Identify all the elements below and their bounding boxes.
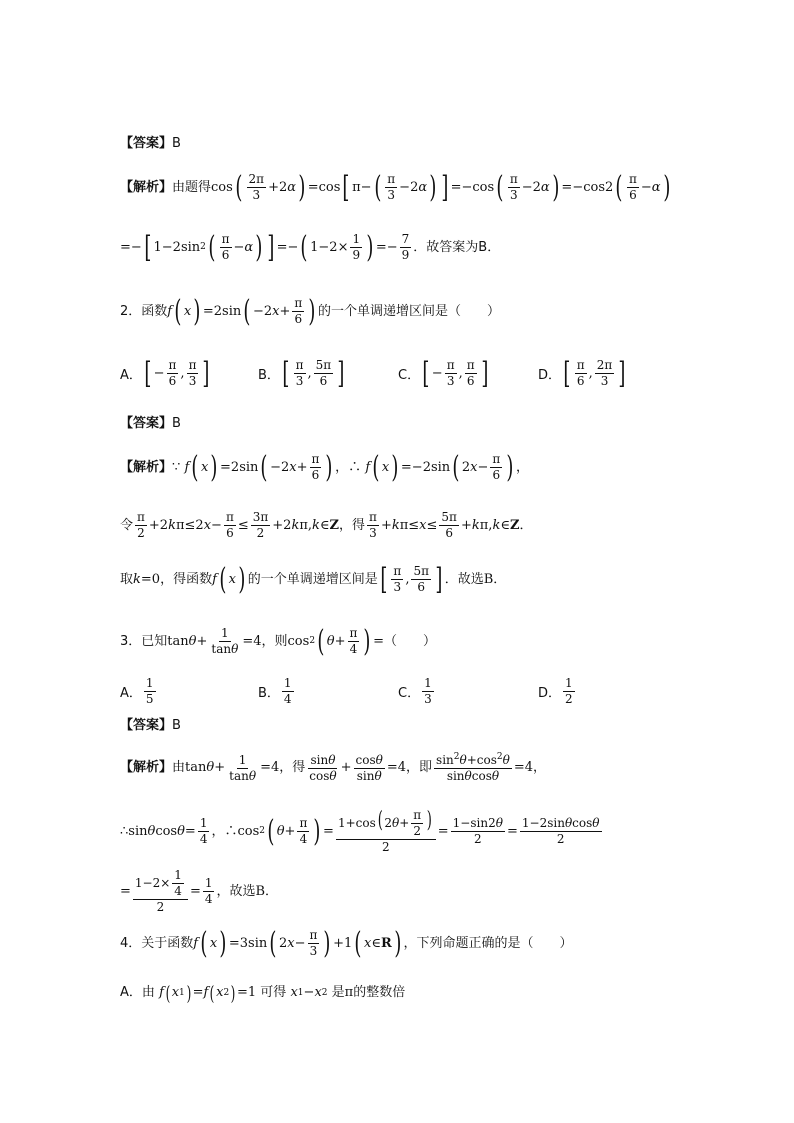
q3-option-c: C． $\frac{1}{3}$ <box>398 676 432 706</box>
analysis-label: 【解析】 <box>120 179 173 195</box>
q4-option-a-label: A． <box>120 985 142 1001</box>
q3-analysis-formula-2: $\frac{\sin\theta}{\cos\theta}$ + $\frac{\cos\theta}{\sin\theta}$ =4 <box>309 752 407 783</box>
q4-option-a-diff: x 1 − x 2 <box>290 985 328 1001</box>
q2-tail: 的一个单调递增区间是（ ） <box>318 303 501 319</box>
q2-analysis-formula-3: $\frac{\pi}{2}$ +2 k π≤2 x − $\frac{\pi}{6}$ ≤ $\frac{3\pi}{2}$ +2 k π, k ∈ Z <box>137 510 340 540</box>
q2-because: ∵ <box>172 459 181 475</box>
q2-ling: 令 <box>120 517 134 533</box>
q2-function-formula: f ( x ) =2sin ( −2 x + $\frac{\pi}{6}$ ) <box>167 294 316 329</box>
q2-option-b-label: B． <box>258 368 280 383</box>
q2-option-d <box>538 358 628 389</box>
q3-analysis-formula-3: $\frac{\sin^2\theta+\cos^2\theta}{\sin\theta\cos\theta}$ =4， <box>436 752 547 783</box>
q1-analysis-line-1 <box>120 172 672 203</box>
q3-stem <box>120 626 436 657</box>
q3-de: ，得 <box>279 760 306 776</box>
answer-label: 【答案】 <box>120 718 173 733</box>
q2-option-c-label: C． <box>398 368 421 383</box>
q3-lead: 已知 <box>141 633 168 649</box>
q1-analysis-line-2 <box>120 232 500 263</box>
q1-formula-2: =− [ 1−2sin 2 ( $\frac{\pi}{6}$ − α ) ] =− ( 1−2× $\frac{1}{9}$ ) =− $\frac{7}{9}$ <box>120 230 410 265</box>
q3-answer-value: B <box>172 718 181 733</box>
analysis-label: 【解析】 <box>120 760 173 776</box>
q3-option-d-label: D． <box>538 686 562 701</box>
q3-option-b-label: B． <box>258 686 280 701</box>
q2-de-func: ，得函数 <box>160 571 213 587</box>
q3-mid: ，则 <box>261 633 288 649</box>
q3-option-d: D． $\frac{1}{2}$ <box>538 676 573 706</box>
q1-formula-1: cos ( $\frac{2\pi}{3}$ +2 α ) =cos [ π− ( $\frac{\pi}{3}$ −2 α ) ] =−cos ( $\frac{\pi}{3}$ −2 α ) =−cos2 ( $\frac{\pi}{6}$ − α ) <box>211 170 670 205</box>
q2-option-b-interval: [ $\frac{\pi}{3}$ , $\frac{5\pi}{6}$ ] <box>282 356 345 391</box>
q3-number: 3． <box>120 633 142 649</box>
q2-analysis-fx: f ( x ) <box>212 562 246 597</box>
q3-option-c-label: C． <box>398 686 421 701</box>
q1-analysis-lead: 由题得 <box>172 179 212 195</box>
q2-analysis-formula-2: f ( x ) =−2sin ( 2 x − $\frac{\pi}{6}$ ) ， <box>365 450 530 485</box>
q2-option-b <box>258 358 347 389</box>
q2-answer-line <box>120 416 181 432</box>
q2-text-tail: 的一个单调递增区间是 <box>247 571 378 587</box>
q2-analysis-formula-1: f ( x ) =2sin ( −2 x + $\frac{\pi}{6}$ ) <box>184 450 333 485</box>
q3-ji: ，即 <box>406 760 433 776</box>
q2-option-d-label: D． <box>538 368 562 383</box>
q4-option-a-tail: 是π的整数倍 <box>331 985 406 1001</box>
q3-select: ，故选B． <box>216 883 279 899</box>
q3-analysis-formula-4: ∴sin θ cos θ = $\frac{1}{4}$ ，∴cos 2 ( θ + $\frac{\pi}{4}$ ) = 1+cos( 2θ+ $\frac{\pi}{2}$ ) 2 = $\frac{1-\sin 2\theta}{2}$ = $\frac{1-2\sin\theta\cos\theta}{2}$ <box>120 808 600 854</box>
q1-analysis-end-letter: B． <box>478 239 501 255</box>
q3-you: 由 <box>172 760 186 776</box>
q2-option-a <box>120 358 212 389</box>
q2-stem <box>120 296 500 327</box>
q3-option-a-label: A． <box>120 686 142 701</box>
q1-analysis-end: ．故答案为 <box>413 239 479 255</box>
q2-number: 2． <box>120 303 142 319</box>
q2-analysis-line-2 <box>120 510 532 541</box>
q3-analysis-line-1 <box>120 752 546 784</box>
q2-therefore: ，∴ <box>335 459 362 475</box>
q4-function-formula: f ( x ) =3sin ( 2 x − $\frac{\pi}{3}$ ) +1 ( x ∈ R ) <box>193 926 402 961</box>
q2-select: ．故选B． <box>444 571 507 587</box>
q1-answer-value: B <box>172 136 181 151</box>
q3-condition-formula: tan θ + $\frac{1}{\tan\theta}$ =4 <box>167 626 262 656</box>
q4-option-a-mid: 可得 <box>260 985 287 1001</box>
answer-label: 【答案】 <box>120 416 173 431</box>
q4-stem <box>120 928 573 959</box>
q2-option-c-interval: [ − $\frac{\pi}{3}$ , $\frac{\pi}{6}$ ] <box>422 356 488 391</box>
q2-analysis-k0: k =0 <box>133 571 161 587</box>
q4-lead: 关于函数 <box>141 935 194 951</box>
q4-option-a-lead: 由 <box>141 985 155 1001</box>
q3-tail: （ ） <box>384 633 437 649</box>
q3-analysis-line-3 <box>120 868 278 915</box>
analysis-label: 【解析】 <box>120 459 173 475</box>
q4-number: 4． <box>120 935 142 951</box>
q2-option-a-interval: [ − $\frac{\pi}{6}$ , $\frac{\pi}{3}$ ] <box>144 356 210 391</box>
q3-answer-line <box>120 718 181 734</box>
q3-option-b: B． $\frac{1}{4}$ <box>258 676 292 706</box>
q1-answer-line <box>120 136 181 152</box>
q2-analysis-line-1 <box>120 452 529 483</box>
q2-de: ，得 <box>339 517 366 533</box>
q3-target-formula: cos 2 ( θ + $\frac{\pi}{4}$ ) = <box>287 624 385 659</box>
q3-option-a: A． $\frac{1}{5}$ <box>120 676 154 706</box>
answer-label: 【答案】 <box>120 136 173 151</box>
q2-option-c <box>398 358 490 389</box>
q4-option-a-formula: f ( x 1 ) = f ( x 2 ) =1 <box>159 981 261 1005</box>
q2-lead: 函数 <box>141 303 168 319</box>
q2-answer-value: B <box>172 416 181 431</box>
q4-option-a <box>120 981 406 1005</box>
q2-analysis-line-3 <box>120 564 506 595</box>
q2-analysis-formula-4: $\frac{\pi}{3}$ + k π≤ x ≤ $\frac{5\pi}{6}$ + k π, k ∈ Z ． <box>369 510 533 540</box>
q2-qu: 取 <box>120 571 134 587</box>
q4-tail: ，下列命题正确的是（ ） <box>403 935 573 951</box>
q2-option-a-label: A． <box>120 368 142 383</box>
q2-analysis-interval: [ $\frac{\pi}{3}$ , $\frac{5\pi}{6}$ ] <box>380 562 443 597</box>
q3-analysis-line-2 <box>120 808 604 855</box>
q2-option-d-interval: [ $\frac{\pi}{6}$ , $\frac{2\pi}{3}$ ] <box>563 356 626 391</box>
q3-analysis-formula-1: tan θ + $\frac{1}{\tan\theta}$ =4 <box>185 752 280 783</box>
q3-analysis-formula-5: = 1−2× $\frac{1}{4}$ 2 = $\frac{1}{4}$ <box>120 868 213 914</box>
